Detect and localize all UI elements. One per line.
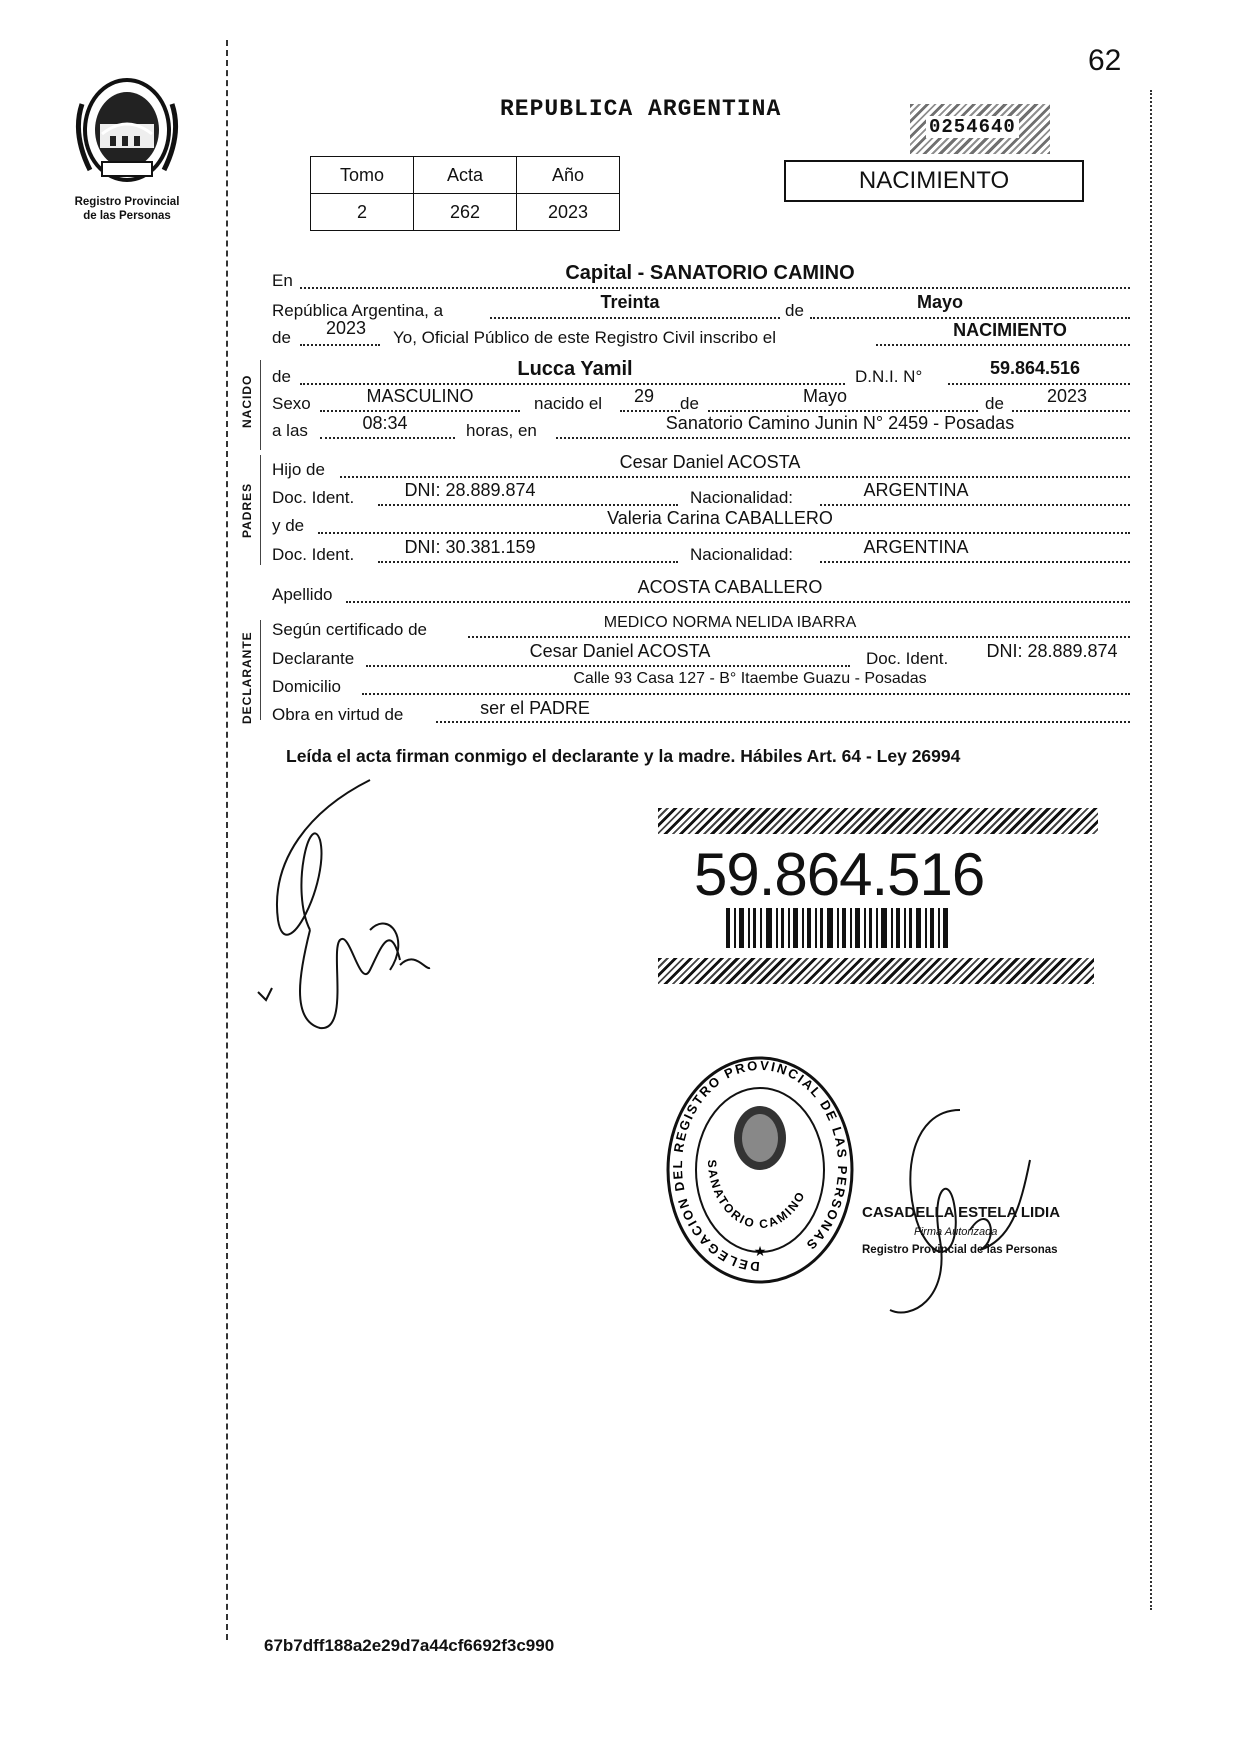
- obra-label: Obra en virtud de: [272, 705, 404, 724]
- father-doc: DNI: 28.889.874: [404, 480, 536, 500]
- birth-de-label: de: [680, 394, 699, 413]
- father-nac-label: Nacionalidad:: [690, 488, 794, 507]
- table-header-ano: Año: [517, 157, 620, 194]
- serial-stamp: 0254640: [926, 116, 1019, 138]
- sexo-value: MASCULINO: [366, 386, 474, 406]
- stamp-ring-text: DELEGACION DEL REGISTRO PROVINCIAL DE LAS PERSONAS: [669, 1057, 851, 1275]
- father-nationality: ARGENTINA: [863, 480, 969, 500]
- left-margin-line: [226, 40, 228, 1640]
- tomo-acta-ano-table: [310, 156, 620, 231]
- hora-label: a las: [272, 421, 308, 440]
- barcode-icon: [726, 908, 966, 948]
- registry-logo: [62, 74, 192, 234]
- mother-nationality: ARGENTINA: [863, 537, 969, 557]
- father-name: Cesar Daniel ACOSTA: [619, 452, 801, 472]
- table-header-tomo: Tomo: [311, 157, 414, 194]
- hijo-label: Hijo de: [272, 460, 325, 479]
- child-dni: 59.864.516: [989, 358, 1081, 378]
- day-value: Treinta: [600, 292, 660, 312]
- table-value-tomo: 2: [311, 194, 414, 231]
- sticker-number: 59.864.516: [694, 841, 985, 908]
- child-name: Lucca Yamil: [517, 358, 633, 380]
- event-value: NACIMIENTO: [953, 320, 1067, 340]
- month-value: Mayo: [916, 292, 963, 312]
- svg-text:SANATORIO CAMINO: [705, 1159, 808, 1231]
- inscribe-text: Yo, Oficial Público de este Registro Civil inscribo el: [393, 328, 776, 347]
- svg-text:★: ★: [753, 1243, 767, 1259]
- section-label-declarante: DECLARANTE: [240, 631, 254, 724]
- official-role: Firma Autorizada: [914, 1226, 998, 1238]
- birth-day: 29: [633, 386, 655, 406]
- birth-year: 2023: [1046, 386, 1088, 406]
- horas-label: horas, en: [466, 421, 537, 440]
- nacido-bracket: [260, 360, 261, 450]
- table-value-ano: 2023: [517, 194, 620, 231]
- obra-value: ser el PADRE: [480, 698, 590, 718]
- mother-doc: DNI: 30.381.159: [404, 537, 536, 557]
- de-label: de: [785, 301, 804, 320]
- right-margin-line: [1150, 90, 1152, 1610]
- birth-time: 08:34: [362, 413, 408, 433]
- en-label: En: [272, 271, 293, 290]
- padres-bracket: [260, 455, 261, 565]
- sticker-bottom-band: [658, 958, 1094, 984]
- closing-text: Leída el acta firman conmigo el declarante y la madre. Hábiles Art. 64 - Ley 26994: [286, 746, 961, 766]
- decl-label: Declarante: [272, 649, 355, 668]
- cert-value: MEDICO NORMA NELIDA IBARRA: [603, 614, 857, 631]
- dom-label: Domicilio: [272, 677, 341, 696]
- yde-label: y de: [272, 516, 305, 535]
- birth-de2-label: de: [985, 394, 1004, 413]
- de2-label: de: [272, 328, 291, 347]
- decl-value: Cesar Daniel ACOSTA: [529, 641, 711, 661]
- footer-hash: 67b7dff188a2e29d7a44cf6692f3c990: [264, 1636, 555, 1655]
- birth-place: Sanatorio Camino Junin N° 2459 - Posadas: [665, 413, 1015, 433]
- mother-doc-label: Doc. Ident.: [272, 545, 355, 564]
- document-title: REPUBLICA ARGENTINA: [500, 96, 782, 122]
- year-value: 2023: [325, 318, 367, 338]
- table-value-acta: 262: [414, 194, 517, 231]
- birth-month: Mayo: [802, 386, 847, 406]
- logo-line-2: de las Personas: [83, 210, 171, 222]
- sexo-label: Sexo: [272, 394, 311, 413]
- republica-label: República Argentina, a: [272, 301, 444, 320]
- dom-value: Calle 93 Casa 127 - B° Itaembe Guazu - Posadas: [573, 670, 927, 687]
- registry-stamp: [660, 1050, 860, 1290]
- apellido-label: Apellido: [272, 585, 333, 604]
- declarante-bracket: [260, 620, 261, 720]
- official-office: Registro Provincial de las Personas: [862, 1244, 1058, 1256]
- mother-nac-label: Nacionalidad:: [690, 545, 794, 564]
- mother-name: Valeria Carina CABALLERO: [607, 508, 833, 528]
- decl-doc-value: DNI: 28.889.874: [986, 641, 1118, 661]
- section-label-nacido: NACIDO: [240, 374, 254, 428]
- sticker-top-band: [658, 808, 1098, 834]
- official-name: CASADELLA ESTELA LIDIA: [862, 1204, 1061, 1221]
- dni-label: D.N.I. N°: [855, 367, 923, 386]
- stamp-inner-text: SANATORIO CAMINO: [704, 1159, 809, 1232]
- cert-label: Según certificado de: [272, 620, 427, 639]
- table-header-acta: Acta: [414, 157, 517, 194]
- province-seal-icon: [62, 74, 192, 184]
- nacido-de-label: de: [272, 367, 291, 386]
- en-value: Capital - SANATORIO CAMINO: [565, 262, 855, 284]
- apellido-value: ACOSTA CABALLERO: [637, 577, 823, 597]
- father-doc-label: Doc. Ident.: [272, 488, 355, 507]
- logo-line-1: Registro Provincial: [74, 196, 180, 208]
- barcode-sticker: [658, 808, 1098, 988]
- declarant-signature: [250, 770, 450, 1040]
- doc-type-box: NACIMIENTO: [784, 160, 1084, 202]
- page-number: 62: [1088, 44, 1122, 77]
- nacido-el-label: nacido el: [534, 394, 603, 413]
- section-label-padres: PADRES: [240, 482, 254, 538]
- decl-doc-label: Doc. Ident.: [866, 649, 949, 668]
